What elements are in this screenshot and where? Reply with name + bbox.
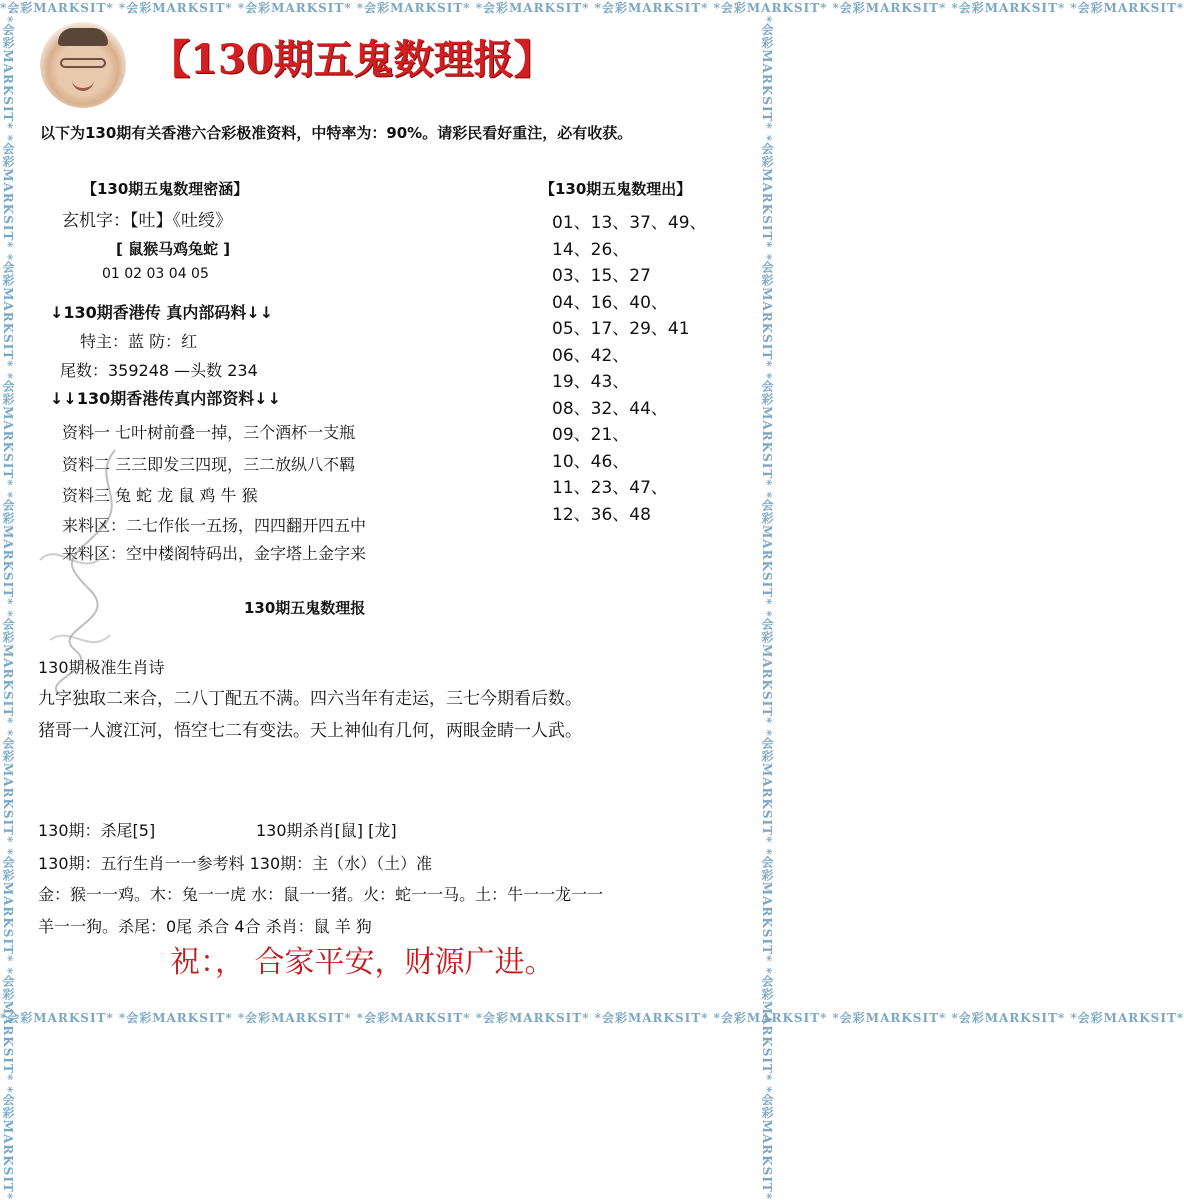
left-heading: 【130期五鬼数理密涵】 — [82, 180, 249, 198]
wei-line: 尾数：359248 —头数 234 — [60, 361, 258, 380]
info-item: 资料一 七叶树前叠一掉，三个酒杯一支瓶 — [62, 423, 356, 442]
section-code: ↓130期香港传 真内部码料↓↓ — [50, 303, 274, 322]
avatar-glasses — [60, 58, 106, 68]
number-row: 01、13、37、49、 — [552, 213, 707, 233]
element-line: 羊一一狗。杀尾：0尾 杀合 4合 杀肖：鼠 羊 狗 — [38, 917, 372, 936]
element-line: 金：猴一一鸡。木：兔一一虎 水：鼠一一猪。火：蛇一一马。土：牛一一龙一一 — [38, 885, 604, 904]
number-row: 06、42、 — [552, 345, 630, 366]
number-row: 04、16、40、 — [552, 292, 668, 313]
watermark-bottom: *会彩MARKSIT* *会彩MARKSIT* *会彩MARKSIT* *会彩MARKSIT* *会彩MARKSIT* *会彩MARKSIT* *会彩MARKSIT* *会彩MARKSIT* *会彩MARKSIT* *会彩MARKSIT* — [0, 1011, 1184, 1025]
section-info: ↓↓130期香港传真内部资料↓↓ — [50, 389, 282, 408]
watermark-top: *会彩MARKSIT* *会彩MARKSIT* *会彩MARKSIT* *会彩MARKSIT* *会彩MARKSIT* *会彩MARKSIT* *会彩MARKSIT* *会彩MARKSIT* *会彩MARKSIT* *会彩MARKSIT* — [0, 1, 1184, 15]
number-row: 10、46、 — [552, 451, 630, 472]
number-line: 01 02 03 04 05 — [102, 266, 209, 282]
number-row: 09、21、 — [552, 425, 630, 445]
info-item: 来料区：二七作伥一五扬，四四翻开四五中 — [62, 516, 367, 535]
avatar-mouth — [72, 80, 94, 91]
zodiac-line: [ 鼠猴马鸡兔蛇 ] — [116, 240, 231, 258]
number-row: 12、36、48 — [552, 504, 651, 525]
intro-text: 以下为130期有关香港六合彩极准资料，中特率为：90%。请彩民看好重注，必有收获。 — [40, 124, 633, 142]
kill-zodiac-line: 130期杀肖[鼠] [龙] — [256, 821, 397, 840]
poem-line: 猪哥一人渡江河，悟空七二有变法。天上神仙有几何，两眼金睛一人武。 — [38, 721, 582, 741]
info-item: 资料二 三三即发三四现，三二放纵八不羁 — [62, 455, 356, 474]
number-row: 05、17、29、41 — [552, 319, 690, 339]
watermark-right: *会彩MARKSIT* *会彩MARKSIT* *会彩MARKSIT* *会彩MARKSIT* *会彩MARKSIT* *会彩MARKSIT* *会彩MARKSIT* *会彩MARKSIT* *会彩MARKSIT* *会彩MARKSIT* — [760, 16, 774, 1200]
number-row: 08、32、44、 — [552, 398, 668, 419]
poem-title: 130期极准生肖诗 — [38, 658, 165, 677]
xuanji-line: 玄机字：【吐】《吐绶》 — [62, 211, 232, 231]
watermark-left: *会彩MARKSIT* *会彩MARKSIT* *会彩MARKSIT* *会彩MARKSIT* *会彩MARKSIT* *会彩MARKSIT* *会彩MARKSIT* *会彩MARKSIT* *会彩MARKSIT* *会彩MARKSIT* — [1, 16, 15, 1200]
number-row: 03、15、27 — [552, 266, 651, 286]
te-line: 特主：蓝 防：红 — [80, 332, 198, 351]
number-list — [552, 210, 707, 528]
info-item: 来料区：空中楼阁特码出，金字塔上金字来 — [62, 544, 367, 563]
number-row: 11、23、47、 — [552, 478, 668, 498]
avatar-hair — [58, 28, 108, 46]
kill-tail-line: 130期：杀尾[5] — [38, 821, 156, 840]
page-title: 【130期五鬼数理报】 — [150, 36, 554, 83]
wuxing-line: 130期：五行生肖一一参考料 130期：主（水）（土）准 — [38, 854, 433, 873]
blessing-text: 祝：， 合家平安，财源广进。 — [170, 945, 555, 980]
right-heading: 【130期五鬼数理出】 — [540, 180, 692, 198]
avatar — [40, 22, 126, 108]
info-item: 资料三 兔 蛇 龙 鼠 鸡 牛 猴 — [62, 486, 258, 505]
section-title: 130期五鬼数理报 — [244, 599, 366, 617]
poem-line: 九字独取二来合，二八丁配五不满。四六当年有走运，三七今期看后数。 — [38, 689, 582, 709]
number-row: 14、26、 — [552, 239, 630, 260]
number-row: 19、43、 — [552, 372, 630, 392]
